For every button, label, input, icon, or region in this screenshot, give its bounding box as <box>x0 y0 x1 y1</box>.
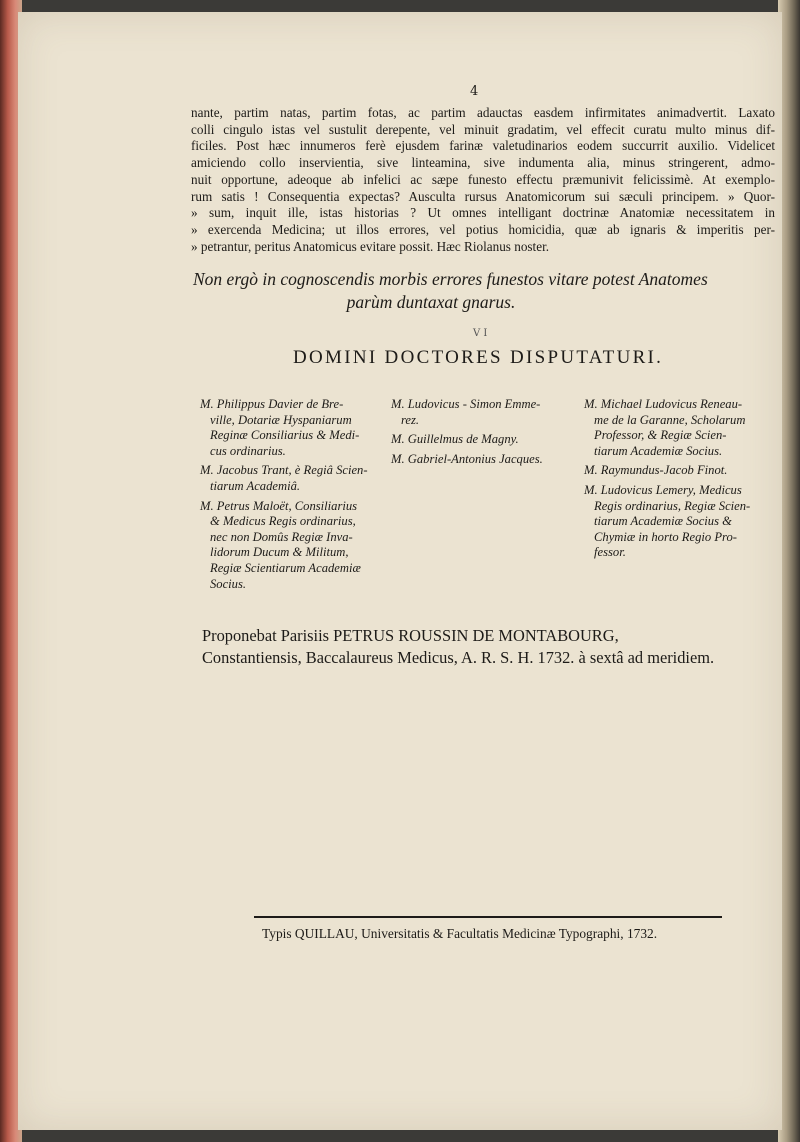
doctor-entry <box>391 452 576 468</box>
doctor-entry <box>200 499 385 593</box>
doctor-entry-line: me de la Garanne, Scholarum <box>594 412 746 427</box>
doctors-column-3 <box>584 397 779 565</box>
paragraph-line: nuit opportune, adeoque ab infelici ac sæpe funesto effectu præmunivit felicissimè. At exemplo- <box>191 171 775 187</box>
doctor-entry-line: & Medicus Regis ordinarius, <box>210 514 356 529</box>
doctor-entry-line: M. Petrus Maloët, Consiliarius <box>200 498 358 513</box>
doctor-entry-line: tiarum Academiæ Socius & <box>594 514 732 529</box>
doctor-entry <box>391 432 576 448</box>
doctor-entry <box>391 397 576 428</box>
doctor-entry-line: Regiæ Scientiarum Academiæ <box>210 560 361 575</box>
doctor-entry-line: nec non Domûs Regiæ Inva- <box>210 529 353 544</box>
doctor-entry-line: M. Michael Ludovicus Reneau- <box>584 397 743 411</box>
printer-imprint: Typis QUILLAU, Universitatis & Facultatis Medicinæ Typographi, 1732. <box>262 926 658 941</box>
proponebat-line-1: Proponebat Parisiis PETRUS ROUSSIN DE MONTABOURG, <box>202 626 619 645</box>
doctor-entry-line: rez. <box>401 412 420 427</box>
doctor-entry-line: M. Ludovicus - Simon Emme- <box>391 397 541 411</box>
doctor-entry-line: Regis ordinarius, Regiæ Scien- <box>594 498 751 513</box>
doctor-entry-line: tiarum Academiâ. <box>210 478 301 493</box>
doctor-entry-line: M. Guillelmus de Magny. <box>391 432 519 447</box>
doctor-entry <box>584 397 779 459</box>
section-heading: DOMINI DOCTORES DISPUTATURI. <box>293 347 664 368</box>
doctor-entry-line: lidorum Ducum & Militum, <box>210 545 349 560</box>
doctor-entry-line: ville, Dotariæ Hyspaniarum <box>210 412 352 427</box>
doctor-entry <box>584 463 779 479</box>
doctor-entry-line: M. Raymundus-Jacob Finot. <box>584 463 728 478</box>
paragraph-line: » petrantur, peritus Anatomicus evitare possit. Hæc Riolanus noster. <box>191 238 550 254</box>
paragraph-line: rum satis ! Consequentia expectas? Ausculta rursus Anatomicorum sui sæculi principem. » Quor- <box>191 188 775 204</box>
imprint-rule <box>254 916 722 918</box>
doctor-entry-line: cus ordinarius. <box>210 443 286 458</box>
doctor-entry-line: tiarum Academiæ Socius. <box>594 443 723 458</box>
section-marker: V I <box>473 328 488 339</box>
doctor-entry-line: Professor, & Regiæ Scien- <box>594 428 727 443</box>
document-page <box>18 12 782 1130</box>
doctor-entry-line: fessor. <box>594 545 626 560</box>
body-paragraph <box>191 105 775 255</box>
doctor-entry-line: M. Ludovicus Lemery, Medicus <box>584 482 742 497</box>
paragraph-line: amiciendo collo inservientia, sive linteamina, sive indumenta alia, minus stringerent, admo- <box>191 155 775 171</box>
doctor-entry-line: Socius. <box>210 576 247 591</box>
doctor-entry <box>200 397 385 459</box>
doctor-entry-line: M. Jacobus Trant, è Regiâ Scien- <box>200 463 368 478</box>
doctor-entry <box>200 463 385 494</box>
conclusion-line-1: Non ergò in cognoscendis morbis errores funestos vitare potest Anatomes <box>193 269 708 289</box>
page-number: 4 <box>470 84 479 99</box>
doctor-entry-line: M. Philippus Davier de Bre- <box>200 397 344 411</box>
doctors-column-1 <box>200 397 385 596</box>
doctor-entry <box>584 483 779 561</box>
doctors-column-2 <box>391 397 576 471</box>
paragraph-line: ficiles. Post hæc innumeros ferè ejusdem farinæ valetudinarios eodem succurrit auxilio. Videlicet <box>191 138 775 154</box>
paragraph-line: » sum, inquit ille, istas historias ? Ut omnes intelligant doctrinæ Anatomiæ necessitatem in <box>191 205 775 221</box>
paragraph-line: nante, partim natas, partim fotas, ac partim adauctas easdem infirmitates animadvertit. Laxato <box>191 105 775 120</box>
doctor-entry-line: Chymiæ in horto Regio Pro- <box>594 529 737 544</box>
paragraph-line: » exercenda Medicina; ut illos errores, vel potius homicidia, quæ ab ignaris & imperitis per- <box>191 221 775 237</box>
proponebat-line-2: Constantiensis, Baccalaureus Medicus, A. R. S. H. 1732. à sextâ ad meridiem. <box>202 648 715 667</box>
proponebat-statement <box>202 625 776 669</box>
paragraph-line: colli cingulo istas vel sustulit derepente, vel minuit gradatim, vel effecit curatu multo minus dif- <box>191 121 775 137</box>
doctor-entry-line: Reginæ Consiliarius & Medi- <box>210 428 360 443</box>
conclusion-line-2: parùm duntaxat gnarus. <box>346 292 516 312</box>
doctor-entry-line: M. Gabriel-Antonius Jacques. <box>391 451 543 466</box>
conclusion <box>191 268 791 314</box>
